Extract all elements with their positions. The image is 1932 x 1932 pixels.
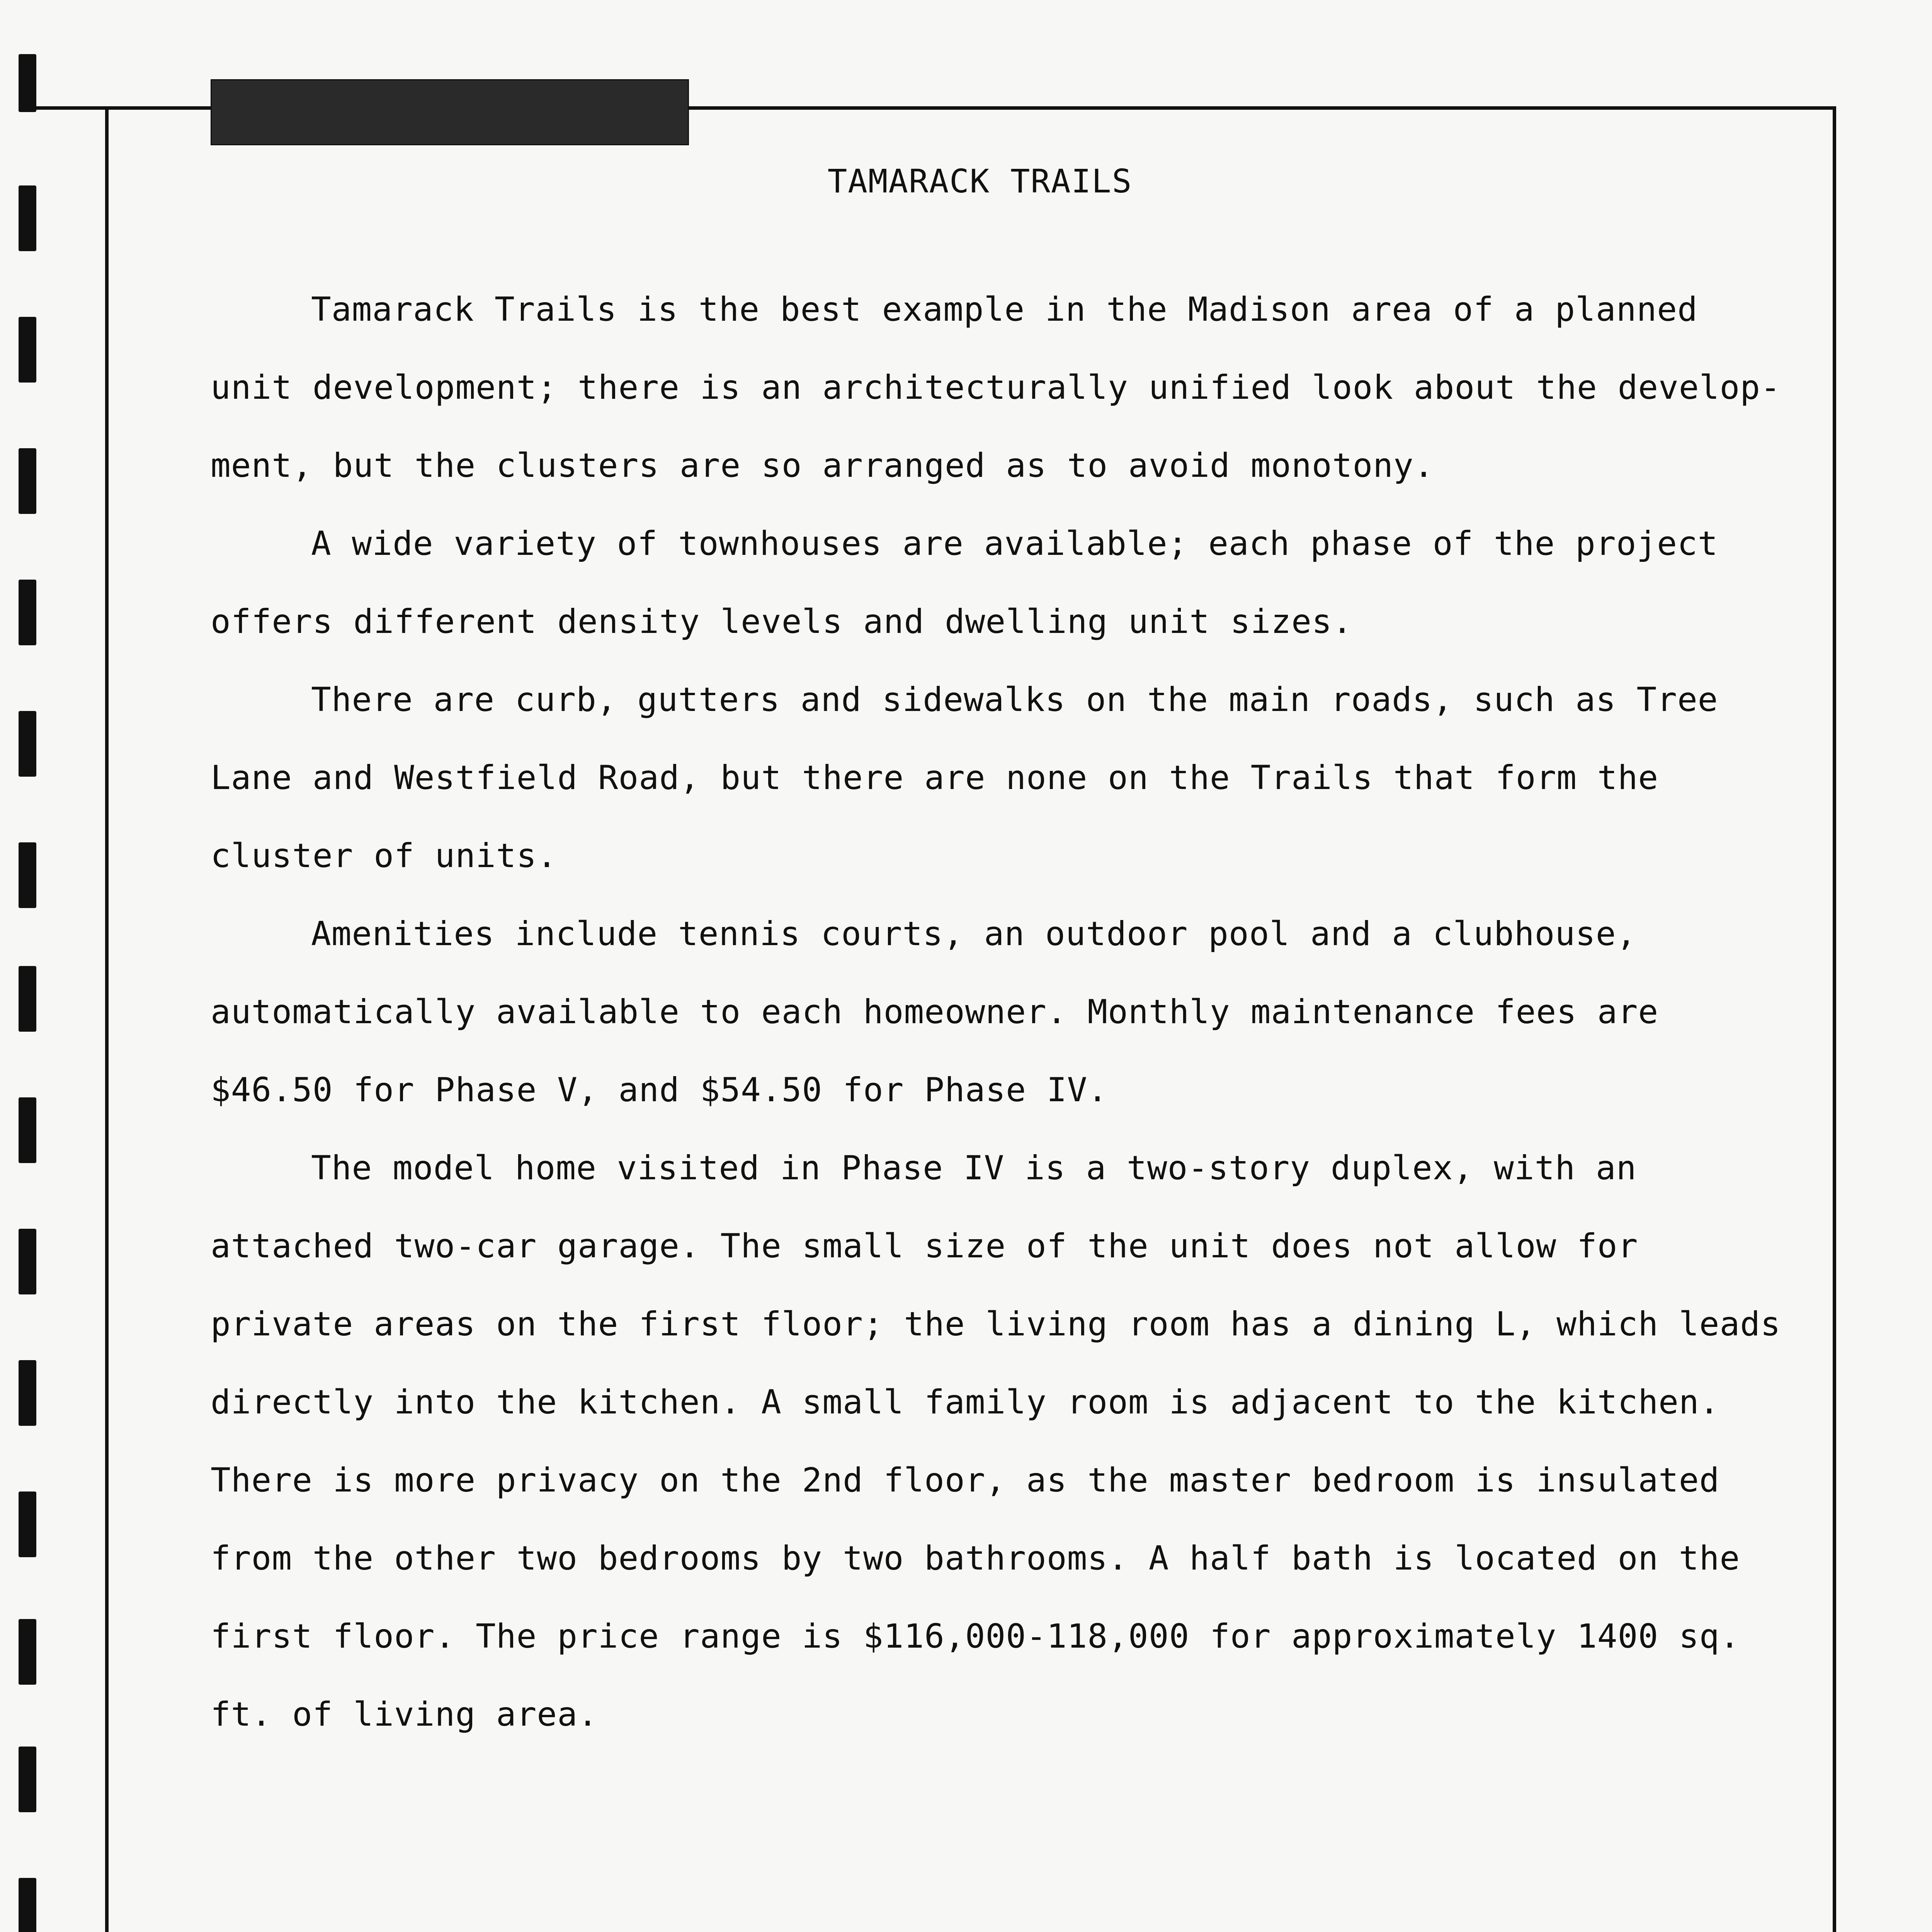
binding-mark <box>19 842 36 908</box>
body-text <box>211 270 1795 1753</box>
binding-mark <box>19 1360 36 1426</box>
binding-mark <box>19 317 36 383</box>
binding-mark <box>19 1747 36 1812</box>
header-tab-bar <box>211 79 689 145</box>
binding-mark <box>19 711 36 777</box>
paragraph: Tamarack Trails is the best example in the Madison area of a planned unit development; there is an architecturally unified look about the develop-ment, but the clusters are so arranged as to avoid monotony. <box>211 290 1781 485</box>
binding-mark <box>19 1097 36 1163</box>
binding-mark <box>19 580 36 645</box>
paragraph: A wide variety of townhouses are available; each phase of the project offers different density levels and dwelling unit sizes. <box>211 524 1718 641</box>
page-title: TAMARACK TRAILS <box>827 162 1133 200</box>
paragraph: There are curb, gutters and sidewalks on the main roads, such as Tree Lane and Westfield Road, but there are none on the Trails that form the cluster of units. <box>211 680 1718 875</box>
binding-mark <box>19 1878 36 1932</box>
frame-top-stub <box>36 106 109 110</box>
binding-mark <box>19 1229 36 1294</box>
binding-mark <box>19 448 36 514</box>
paragraph: Amenities include tennis courts, an outdoor pool and a clubhouse, automatically available to each homeowner. Monthly maintenance fees are $46.50 for Phase V, and $54.50 for Phase IV. <box>211 915 1659 1109</box>
binding-mark <box>19 1619 36 1685</box>
paragraph: The model home visited in Phase IV is a two-story duplex, with an attached two-car garage. The small size of the unit does not allow for private areas on the first floor; the living room has a dining L, which leads directly into the kitchen. A small family room is adjacent to the kitchen. There is more privacy on the 2nd floor, as the master bedroom is insulated from the other two bedrooms by two bathrooms. A half bath is located on the first floor. The price range is $116,000-118,000 for approximately 1400 sq. ft. of living area. <box>211 1149 1781 1734</box>
binding-mark <box>19 1492 36 1557</box>
binding-mark <box>19 54 36 112</box>
binding-mark <box>19 966 36 1032</box>
